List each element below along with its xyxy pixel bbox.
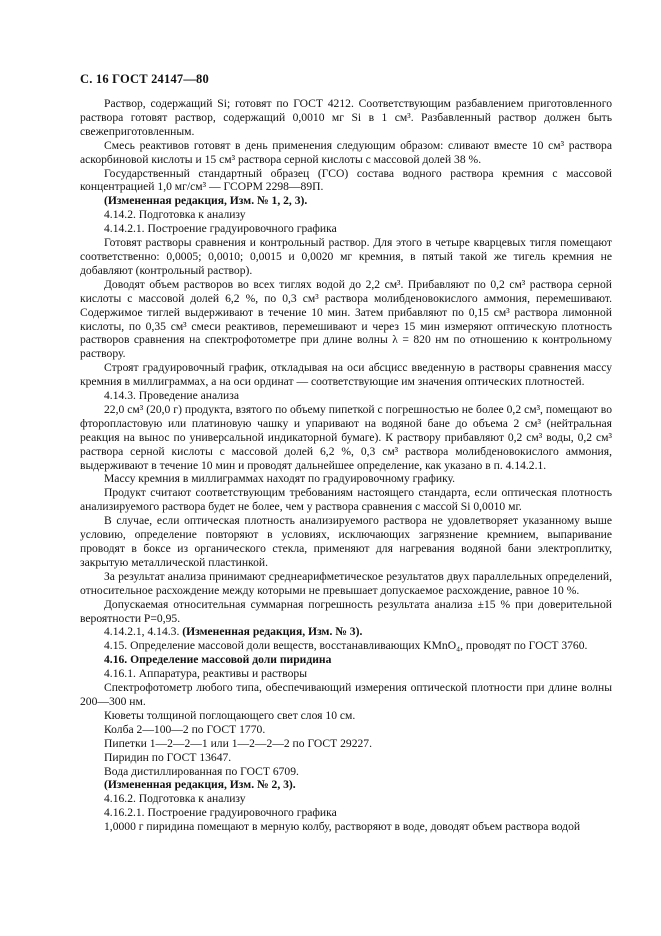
paragraph: 1,0000 г пиридина помещают в мерную колбу, растворяют в воде, доводят объем раствора водой <box>104 820 581 834</box>
paragraph: Доводят объем растворов во всех тиглях водой до 2,2 см³. Прибавляют по 0,2 см³ раствора серной кислоты с массовой долей 6,2 %, по 0,3 см³ раствора молибденовокислого аммония, перемешивают. Содержимое тиглей выдерживают в течение 10 мин. Затем прибавляют по 0,15 см³ раствора лимонной кислоты, по 0,35 см³ смеси реактивов, перемешивают и через 15 мин измеряют оптическую плотность растворов сравнения на спектрофотометре при длине волны λ = 820 нм по отношению к контрольному раствору. <box>80 277 612 361</box>
paragraph: Раствор, содержащий Si; готовят по ГОСТ 4212. Соответствующим разбавлением приготовленного раствора готовят раствор, содержащий 0,0010 мг Si в 1 см³. Разбавленный раствор должен быть свежеприготовленным. <box>80 97 612 138</box>
clause-refs: 4.14.2.1, 4.14.3. <box>104 625 183 639</box>
paragraph: 22,0 см³ (20,0 г) продукта, взятого по объему пипеткой с погрешностью не более 0,2 см³, помещают во фторопластовую или платиновую чашку и упаривают на водяной бане до объема 2 см³ (нейтральная реакция на вынос по универсальной индикаторной бумаге). К раствору прибавляют 0,2 см³ воды, 0,2 см³ раствора серной кислоты с массовой долей 6,2 %, 0,3 см³ раствора молибденовокислого аммония, выдерживают в течение 10 мин и проводят дальнейшее определение, как указано в п. 4.14.2.1. <box>80 402 612 472</box>
list-item: Пипетки 1—2—2—1 или 1—2—2—2 по ГОСТ 29227. <box>104 736 372 750</box>
amendment-note: (Измененная редакция, Изм. № 2, 3). <box>104 778 296 792</box>
list-item: Кюветы толщиной поглощающего свет слоя 10 см. <box>104 708 356 722</box>
amendment-note: (Измененная редакция, Изм. № 1, 2, 3). <box>104 194 308 208</box>
section-heading: 4.16.2. Подготовка к анализу <box>104 792 246 806</box>
paragraph: 4.15. Определение массовой доли веществ, восстанавливающих KMnO₄, проводят по ГОСТ 3760. <box>104 639 588 653</box>
list-item: Вода дистиллированная по ГОСТ 6709. <box>104 764 299 778</box>
page-header: С. 16 ГОСТ 24147—80 <box>80 72 209 86</box>
section-heading: 4.14.2. Подготовка к анализу <box>104 208 246 222</box>
section-heading: 4.16.1. Аппаратура, реактивы и растворы <box>104 667 307 681</box>
paragraph: Массу кремния в миллиграммах находят по градуировочному графику. <box>104 472 456 486</box>
section-heading: 4.14.3. Проведение анализа <box>104 389 239 403</box>
document-body <box>80 97 612 834</box>
paragraph: Смесь реактивов готовят в день применения следующим образом: сливают вместе 10 см³ раствора аскорбиновой кислоты и 15 см³ раствора серной кислоты с массовой долей 38 %. <box>80 138 612 166</box>
paragraph: Продукт считают соответствующим требованиям настоящего стандарта, если оптическая плотность анализируемого раствора будет не более, чем у раствора сравнения с массой Si 0,0010 мг. <box>80 486 612 514</box>
paragraph: Строят градуировочный график, откладывая на оси абсцисс введенную в растворы сравнения массу кремния в миллиграммах, а на оси ординат — соответствующие им значения оптических плотностей. <box>80 361 612 389</box>
list-item: Колба 2—100—2 по ГОСТ 1770. <box>104 722 266 736</box>
amendment-note: (Измененная редакция, Изм. № 3). <box>182 625 363 639</box>
list-item: Пиридин по ГОСТ 13647. <box>104 750 232 764</box>
section-heading: 4.16.2.1. Построение градуировочного графика <box>104 806 337 820</box>
amendment-line <box>80 625 612 639</box>
section-heading: 4.14.2.1. Построение градуировочного графика <box>104 222 337 236</box>
paragraph: Государственный стандартный образец (ГСО) состава водного раствора кремния с массовой концентрацией 1,0 мг/см³ — ГСОРМ 2298—89П. <box>80 166 612 194</box>
section-heading: 4.16. Определение массовой доли пиридина <box>104 653 332 667</box>
paragraph: Готовят растворы сравнения и контрольный раствор. Для этого в четыре кварцевых тигля помещают соответственно: 0,0005; 0,0010; 0,0015 и 0,0020 мг кремния, в пятый такой же тигель кремния не добавляют (контрольный раствор). <box>80 236 612 277</box>
paragraph: В случае, если оптическая плотность анализируемого раствора не удовлетворяет указанному выше условию, определение повторяют в условиях, исключающих загрязнение кремнием, выпаривание проводят в боксе из органического стекла, применяют для нагревания водяной бани электроплитку, закрытую металлической пластинкой. <box>80 514 612 569</box>
paragraph: Спектрофотометр любого типа, обеспечивающий измерения оптической плотности при длине волны 200—300 нм. <box>80 681 612 708</box>
paragraph: За результат анализа принимают среднеарифметическое результатов двух параллельных определений, относительное расхождение между которыми не превышает допускаемое расхождение, равное 10 %. <box>80 569 612 597</box>
paragraph: Допускаемая относительная суммарная погрешность результата анализа ±15 % при доверительной вероятности P=0,95. <box>80 597 612 625</box>
